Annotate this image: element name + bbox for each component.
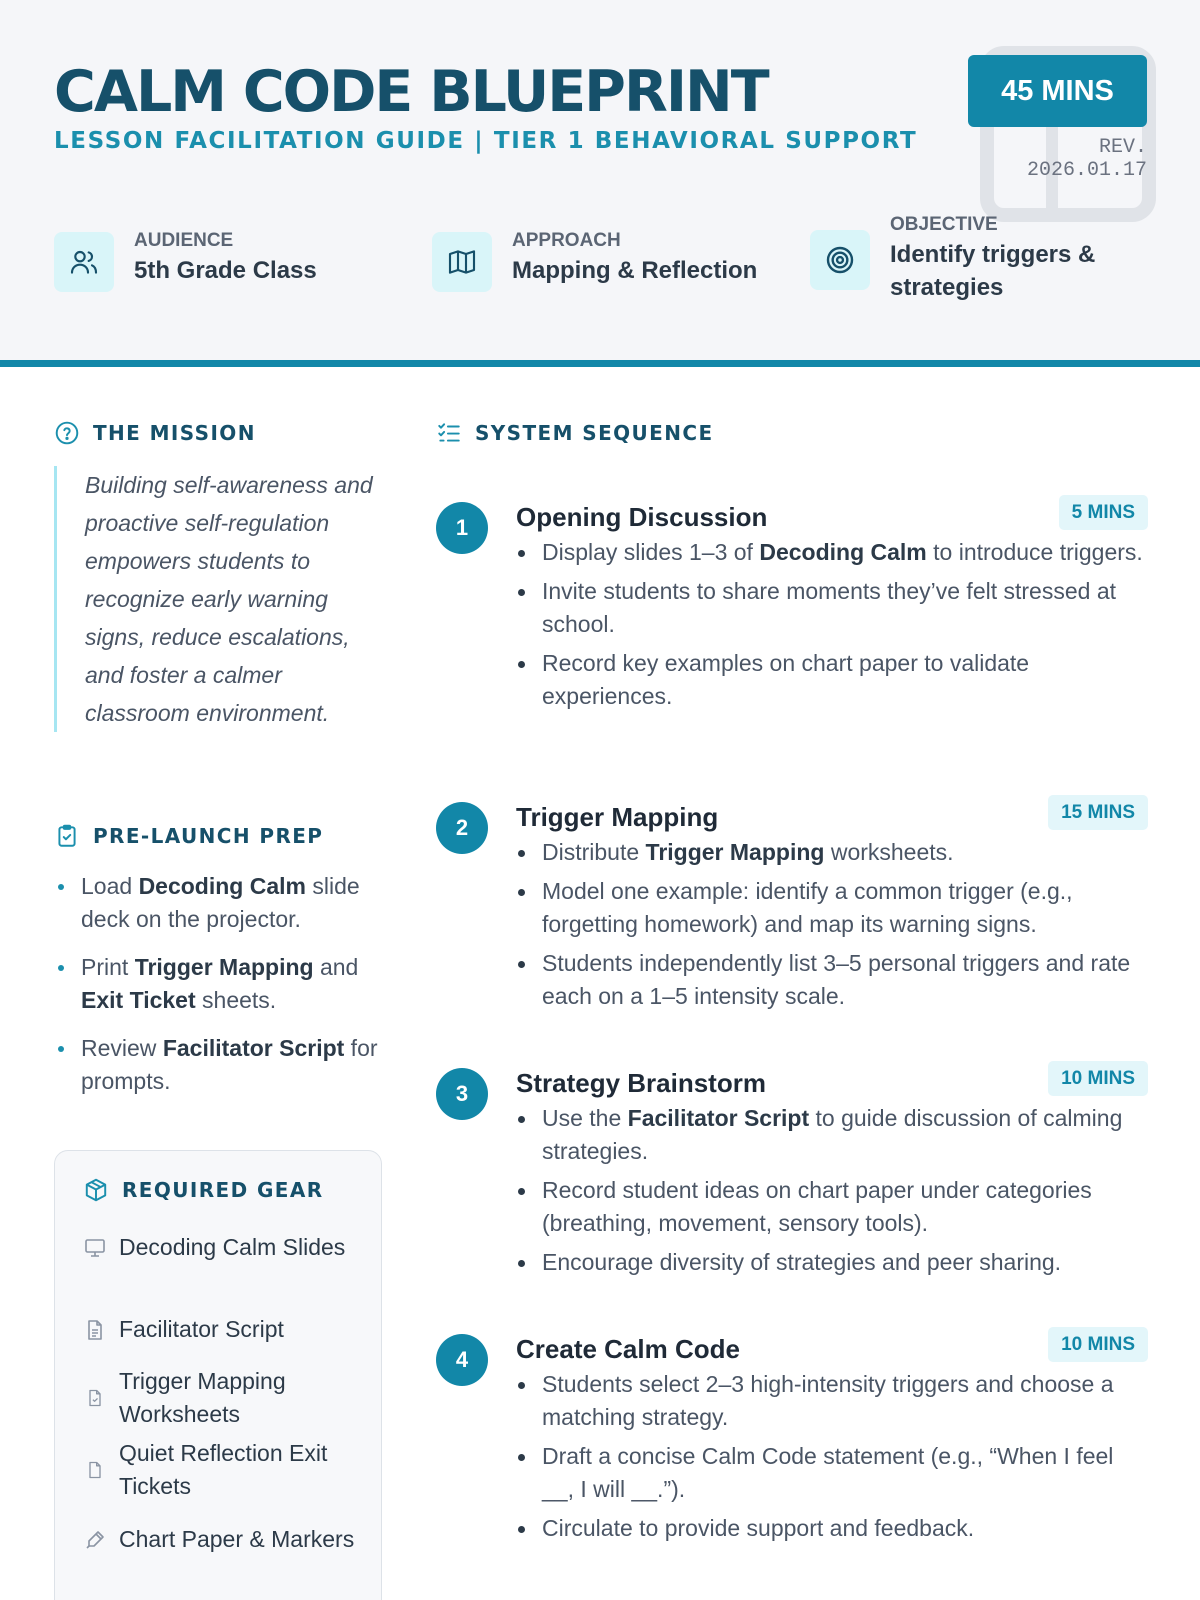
gear-label: Quiet Reflection Exit Tickets [119, 1440, 328, 1499]
sequence-heading [436, 420, 714, 446]
mission-statement: Building self-awareness and proactive self-regulation empowers students to recognize early warning signs, reduce escalations, and foster a calmer classroom environment. [54, 466, 384, 732]
list-item: Use the Facilitator Script to guide discussion of calming strategies. [516, 1102, 1148, 1168]
worksheet-icon [83, 1388, 107, 1408]
clipboard-check-icon [54, 823, 80, 849]
section-title: PRE-LAUNCH PREP [93, 824, 324, 848]
header [0, 0, 1200, 360]
meta-value: Identify triggers & strategies [890, 241, 1096, 301]
package-icon [83, 1177, 109, 1203]
step-title: Strategy Brainstorm [516, 1068, 766, 1098]
gear-item [83, 1365, 363, 1431]
step-duration-badge: 15 MINS [1048, 795, 1148, 830]
meta-label: APPROACH [512, 230, 621, 251]
users-icon [54, 232, 114, 292]
list-item: Circulate to provide support and feedback. [516, 1512, 1148, 1545]
mission-heading [54, 420, 256, 446]
step-title: Opening Discussion [516, 502, 768, 532]
checklist-icon [436, 420, 462, 446]
step-bullets [516, 1368, 1148, 1551]
meta-value: Mapping & Reflection [512, 257, 758, 284]
marker-icon [83, 1528, 107, 1552]
map-icon [432, 232, 492, 292]
gear-label: Decoding Calm Slides [119, 1234, 346, 1260]
step-duration-badge: 10 MINS [1048, 1327, 1148, 1362]
step-number: 2 [436, 802, 488, 854]
revision-label: REV. 2026.01.17 [1026, 136, 1147, 182]
list-item: Record student ideas on chart paper under categories (breathing, movement, sensory tools). [516, 1174, 1148, 1240]
step-number: 1 [436, 502, 488, 554]
document-icon [83, 1318, 107, 1342]
list-item: Display slides 1–3 of Decoding Calm to introduce triggers. [516, 536, 1148, 569]
list-item: Review Facilitator Script for prompts. [56, 1032, 386, 1098]
section-title: THE MISSION [93, 421, 256, 445]
list-item: Print Trigger Mapping and Exit Ticket sheets. [56, 951, 386, 1017]
meta-approach [432, 230, 772, 294]
gear-heading [83, 1177, 324, 1203]
meta-label: AUDIENCE [134, 230, 234, 251]
step-duration-badge: 10 MINS [1048, 1061, 1148, 1096]
help-circle-icon [54, 420, 80, 446]
page-subtitle: LESSON FACILITATION GUIDE | TIER 1 BEHAVIORAL SUPPORT [54, 128, 918, 154]
gear-label: Trigger Mapping Worksheets [119, 1368, 286, 1427]
list-item: Encourage diversity of strategies and peer sharing. [516, 1246, 1148, 1279]
gear-label: Chart Paper & Markers [119, 1526, 355, 1552]
target-icon [810, 230, 870, 290]
list-item: Record key examples on chart paper to validate experiences. [516, 647, 1148, 713]
list-item: Draft a concise Calm Code statement (e.g., “When I feel __, I will __.”). [516, 1440, 1148, 1506]
meta-label: OBJECTIVE [890, 214, 998, 235]
prep-heading [54, 823, 323, 849]
meta-value: 5th Grade Class [134, 257, 317, 284]
step-number: 4 [436, 1334, 488, 1386]
step-bullets [516, 836, 1148, 1019]
header-divider [0, 360, 1200, 367]
step-duration-badge: 5 MINS [1059, 495, 1148, 530]
gear-item [83, 1523, 363, 1556]
gear-item [83, 1437, 363, 1503]
section-title: SYSTEM SEQUENCE [475, 421, 714, 445]
file-icon [83, 1460, 107, 1480]
list-item: Invite students to share moments they’ve felt stressed at school. [516, 575, 1148, 641]
required-gear-card [54, 1150, 382, 1600]
list-item: Model one example: identify a common trigger (e.g., forgetting homework) and map its warning signs. [516, 875, 1148, 941]
list-item: Load Decoding Calm slide deck on the projector. [56, 870, 386, 936]
meta-objective [810, 214, 1190, 314]
list-item: Students select 2–3 high-intensity triggers and choose a matching strategy. [516, 1368, 1148, 1434]
step-number: 3 [436, 1068, 488, 1120]
page-title: CALM CODE BLUEPRINT [54, 59, 768, 125]
gear-item [83, 1313, 363, 1346]
step-bullets [516, 1102, 1148, 1285]
monitor-icon [83, 1236, 107, 1260]
step-bullets [516, 536, 1148, 719]
duration-badge: 45 MINS [968, 55, 1147, 127]
list-item: Students independently list 3–5 personal triggers and rate each on a 1–5 intensity scale. [516, 947, 1148, 1013]
section-title: REQUIRED GEAR [122, 1178, 324, 1202]
list-item: Distribute Trigger Mapping worksheets. [516, 836, 1148, 869]
gear-label: Facilitator Script [119, 1316, 284, 1342]
meta-audience [54, 230, 394, 294]
prep-list [56, 870, 386, 1113]
gear-item [83, 1231, 363, 1264]
step-title: Create Calm Code [516, 1334, 740, 1364]
step-title: Trigger Mapping [516, 802, 719, 832]
